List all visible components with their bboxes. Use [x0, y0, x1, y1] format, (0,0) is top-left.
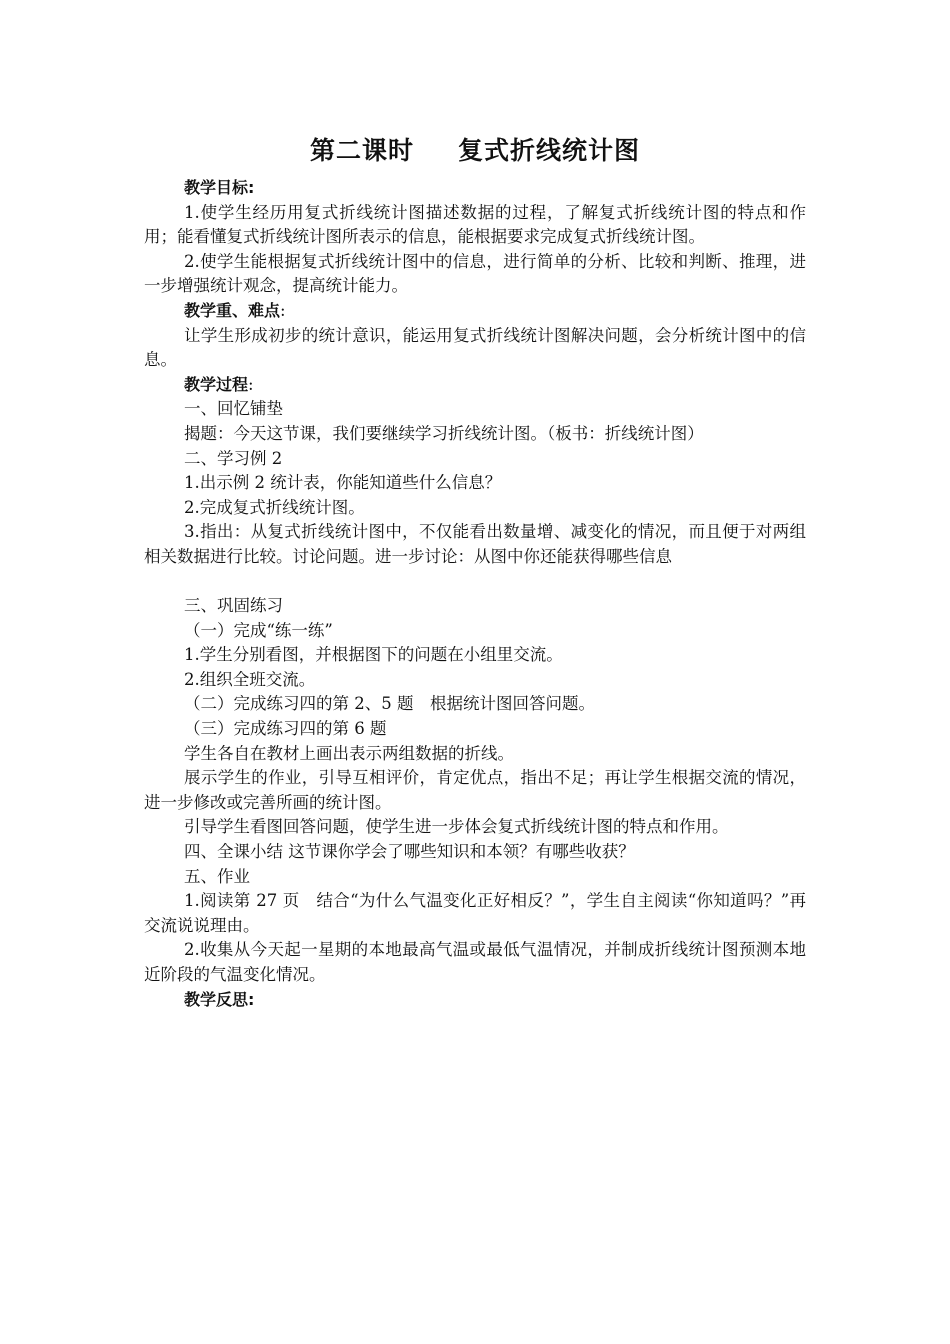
step-3-part-a-item-2: 2.组织全班交流。 — [184, 669, 316, 689]
step-3-part-b: （二）完成练习四的第 2、5 题 根据统计图回答问题。 — [184, 694, 595, 714]
step-2-item-2: 2.完成复式折线统计图。 — [184, 497, 365, 517]
objectives-heading: 教学目标: — [184, 178, 255, 197]
step-4-summary: 四、全课小结 这节课你学会了哪些知识和本领？有哪些收获？ — [184, 842, 635, 862]
key-points-heading — [144, 299, 806, 324]
step-3-part-c-item-3: 引导学生看图回答问题，使学生进一步体会复式折线统计图的特点和作用。 — [184, 817, 729, 837]
step-3-title: 三、巩固练习 — [184, 596, 283, 616]
step-1-text: 揭题：今天这节课，我们要继续学习折线统计图。（板书：折线统计图） — [184, 423, 704, 443]
page-title — [144, 134, 806, 168]
step-2-title: 二、学习例 2 — [184, 448, 283, 468]
step-3-part-a-item-1: 1.学生分别看图，并根据图下的问题在小组里交流。 — [184, 645, 563, 665]
key-points-heading-text: 教学重、难点 — [184, 300, 281, 320]
reflection-heading: 教学反思: — [184, 989, 255, 1009]
process-heading — [144, 373, 806, 398]
process-heading-text: 教学过程 — [184, 374, 249, 394]
step-1-title: 一、回忆铺垫 — [184, 399, 283, 419]
process-colon: : — [248, 374, 254, 394]
step-3-part-c-item-1: 学生各自在教材上画出表示两组数据的折线。 — [184, 743, 514, 763]
key-points-colon: : — [280, 300, 286, 320]
document-body — [144, 134, 806, 1012]
blank-line — [144, 570, 806, 595]
key-points-text: 让学生形成初步的统计意识，能运用复式折线统计图解决问题，会分析统计图中的信息。 — [144, 325, 806, 370]
objective-2: 2.使学生能根据复式折线统计图中的信息，进行简单的分析、比较和判断、推理，进一步增强统计观念，提高统计能力。 — [144, 251, 806, 296]
title-topic: 复式折线统计图 — [458, 136, 641, 165]
step-3-part-c: （三）完成练习四的第 6 题 — [184, 719, 387, 739]
step-3-part-c-item-2: 展示学生的作业，引导互相评价，肯定优点，指出不足；再让学生根据交流的情况，进一步修改或完善所画的统计图。 — [144, 768, 806, 812]
title-lesson: 第二课时 — [309, 136, 414, 165]
objective-1: 1.使学生经历用复式折线统计图描述数据的过程，了解复式折线统计图的特点和作用；能看懂复式折线统计图所表示的信息，能根据要求完成复式折线统计图。 — [144, 202, 806, 247]
homework-2: 2.收集从今天起一星期的本地最高气温或最低气温情况，并制成折线统计图预测本地近阶段的气温变化情况。 — [144, 940, 806, 984]
step-2-item-1: 1.出示例 2 统计表，你能知道些什么信息？ — [184, 473, 502, 493]
step-3-part-a: （一）完成“练一练” — [184, 620, 333, 640]
step-5-title: 五、作业 — [184, 866, 250, 886]
step-2-item-3: 3.指出：从复式折线统计图中，不仅能看出数量增、减变化的情况，而且便于对两组相关数据进行比较。讨论问题。进一步讨论：从图中你还能获得哪些信息 — [144, 522, 806, 566]
homework-1: 1.阅读第 27 页 结合“为什么气温变化正好相反？”，学生自主阅读“你知道吗？”再交流说说理由。 — [144, 891, 806, 935]
